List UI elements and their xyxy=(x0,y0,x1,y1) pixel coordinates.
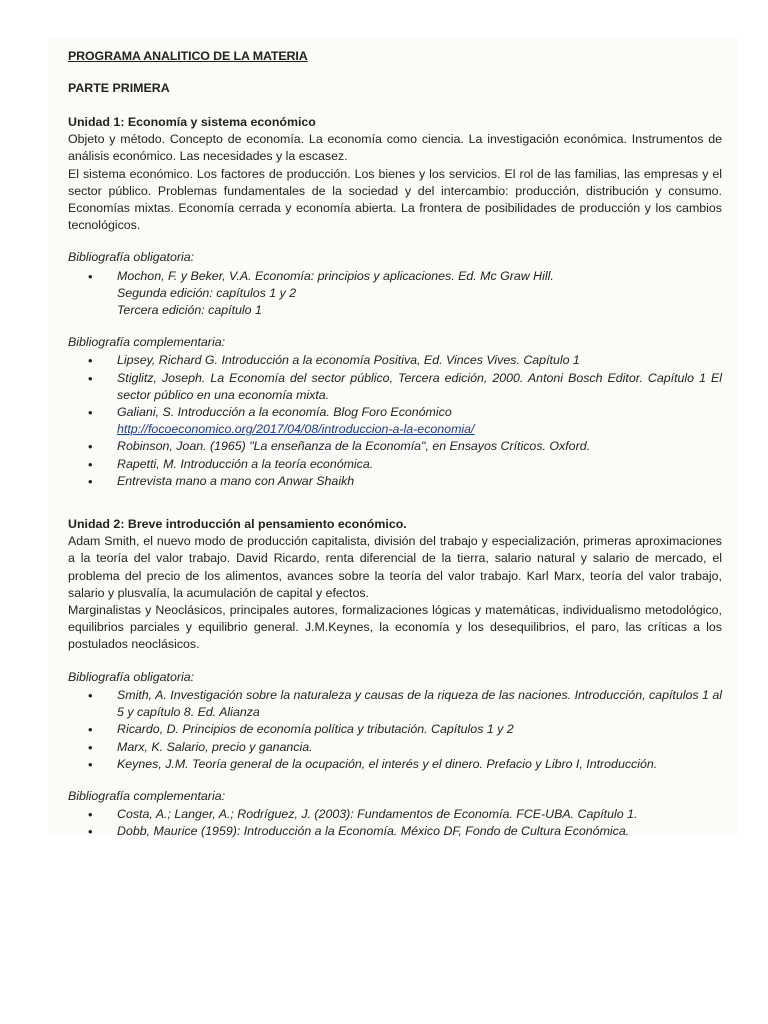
list-item xyxy=(68,352,722,369)
bullet-icon: • xyxy=(88,370,93,386)
list-item xyxy=(68,806,722,823)
bib-entry-text: Robinson, Joan. (1965) "La enseñanza de la Economía", en Ensayos Críticos. Oxford. xyxy=(117,439,591,454)
bullet-icon: • xyxy=(88,405,93,421)
document-title: PROGRAMA ANALITICO DE LA MATERIA xyxy=(68,49,308,63)
unit1-bib-complementaria-label: Bibliografía complementaria: xyxy=(68,335,226,350)
bullet-icon: • xyxy=(88,722,93,738)
unit1-title: Unidad 1: Economía y sistema económico xyxy=(68,115,316,129)
bullet-icon: • xyxy=(88,473,93,489)
bib-entry-text: Stiglitz, Joseph. La Economía del sector público, Tercera edición, 2000. Antoni Bosch Editor. Capítulo 1 El sector público en una economía mixta. xyxy=(117,370,722,402)
unit2-paragraph-1: Adam Smith, el nuevo modo de producción capitalista, división del trabajo y especialización, primeras aproximaciones a la teoría del valor trabajo. David Ricardo, renta diferencial de la tierra, salario natural y salario de mercado, el problema del precio de los alimentos, avances sobre la teoría del valor trabajo. Karl Marx, teoría del valor trabajo, salario y plusvalía, la acumulación de capital y efectos. xyxy=(68,534,722,600)
unit2-title: Unidad 2: Breve introducción al pensamiento económico. xyxy=(68,517,407,532)
bib-entry-link[interactable]: http://focoeconomico.org/2017/04/08/introduccion-a-la-economia/ xyxy=(117,422,475,437)
bullet-icon: • xyxy=(88,824,93,840)
bib-entry-text: Mochon, F. y Beker, V.A. Economía: principios y aplicaciones. Ed. Mc Graw Hill. xyxy=(117,268,554,283)
bib-entry-text: Costa, A.; Langer, A.; Rodríguez, J. (2003): Fundamentos de Economía. FCE-UBA. Capítulo 1. xyxy=(117,807,638,822)
unit1-paragraph-2: El sistema económico. Los factores de producción. Los bienes y los servicios. El rol de las familias, las empresas y el sector público. Problemas fundamentales de la sociedad y del intercambio: producción, distribución y consumo. Economías mixtas. Economía cerrada y economía abierta. La frontera de posibilidades de producción y los cambios tecnológicos. xyxy=(68,166,722,233)
list-item xyxy=(68,687,722,721)
bullet-icon: • xyxy=(88,268,93,284)
unit1-bib-complementaria-list xyxy=(68,352,722,490)
bullet-icon: • xyxy=(88,756,93,772)
list-item xyxy=(68,721,722,738)
list-item xyxy=(68,370,722,404)
bullet-icon: • xyxy=(88,807,93,823)
bullet-icon: • xyxy=(88,456,93,472)
list-item xyxy=(68,438,722,455)
unit2-bib-obligatoria-label: Bibliografía obligatoria: xyxy=(68,669,195,684)
unit2-bib-obligatoria-list xyxy=(68,687,722,773)
list-item xyxy=(68,473,722,490)
unit1-bib-obligatoria-list xyxy=(68,268,722,320)
list-item xyxy=(68,739,722,756)
bib-entry-text: Rapetti, M. Introducción a la teoría económica. xyxy=(117,456,374,471)
unit2-bib-complementaria-list xyxy=(68,806,722,840)
bib-entry-subline: Tercera edición: capítulo 1 xyxy=(117,303,262,318)
bib-entry-text: Smith, A. Investigación sobre la naturaleza y causas de la riqueza de las naciones. Introducción, capítulos 1 al 5 y capítulo 8. Ed. Alianza xyxy=(117,687,722,720)
bib-entry-subline: Segunda edición: capítulos 1 y 2 xyxy=(117,285,297,300)
bib-entry-text: Lipsey, Richard G. Introducción a la economía Positiva, Ed. Vinces Vives. Capítulo 1 xyxy=(117,353,580,368)
list-item xyxy=(68,456,722,473)
unit2-bib-complementaria-label: Bibliografía complementaria: xyxy=(68,788,226,803)
list-item xyxy=(68,756,722,773)
part-title: PARTE PRIMERA xyxy=(68,81,170,95)
list-item xyxy=(68,268,722,320)
bib-entry-text: Entrevista mano a mano con Anwar Shaikh xyxy=(117,473,355,488)
bullet-icon: • xyxy=(88,739,93,755)
bib-entry-text: Keynes, J.M. Teoría general de la ocupación, el interés y el dinero. Prefacio y Libro I, Introducción. xyxy=(117,756,658,771)
unit1-paragraph-1: Objeto y método. Concepto de economía. La economía como ciencia. La investigación económica. Instrumentos de análisis económico. Las necesidades y la escasez. xyxy=(68,132,722,164)
list-item xyxy=(68,404,722,438)
bullet-icon: • xyxy=(88,439,93,455)
bib-entry-text: Ricardo, D. Principios de economía política y tributación. Capítulos 1 y 2 xyxy=(117,722,514,737)
bib-entry-text: Marx, K. Salario, precio y ganancia. xyxy=(117,739,313,754)
bullet-icon: • xyxy=(88,687,93,703)
document-body xyxy=(68,48,722,841)
bullet-icon: • xyxy=(88,353,93,369)
unit1-bib-obligatoria-label: Bibliografía obligatoria: xyxy=(68,250,195,265)
bib-entry-text: Dobb, Maurice (1959): Introducción a la Economía. México DF, Fondo de Cultura Económica. xyxy=(117,824,630,839)
list-item xyxy=(68,823,722,840)
unit2-paragraph-2: Marginalistas y Neoclásicos, principales autores, formalizaciones lógicas y matemáticas, individualismo metodológico, equilibrios parciales y equilibrio general. J.M.Keynes, la economía y los desequilibrios, el paro, las críticas a los postulados neoclásicos. xyxy=(68,603,722,652)
bib-entry-text: Galiani, S. Introducción a la economía. Blog Foro Económico xyxy=(117,405,452,420)
